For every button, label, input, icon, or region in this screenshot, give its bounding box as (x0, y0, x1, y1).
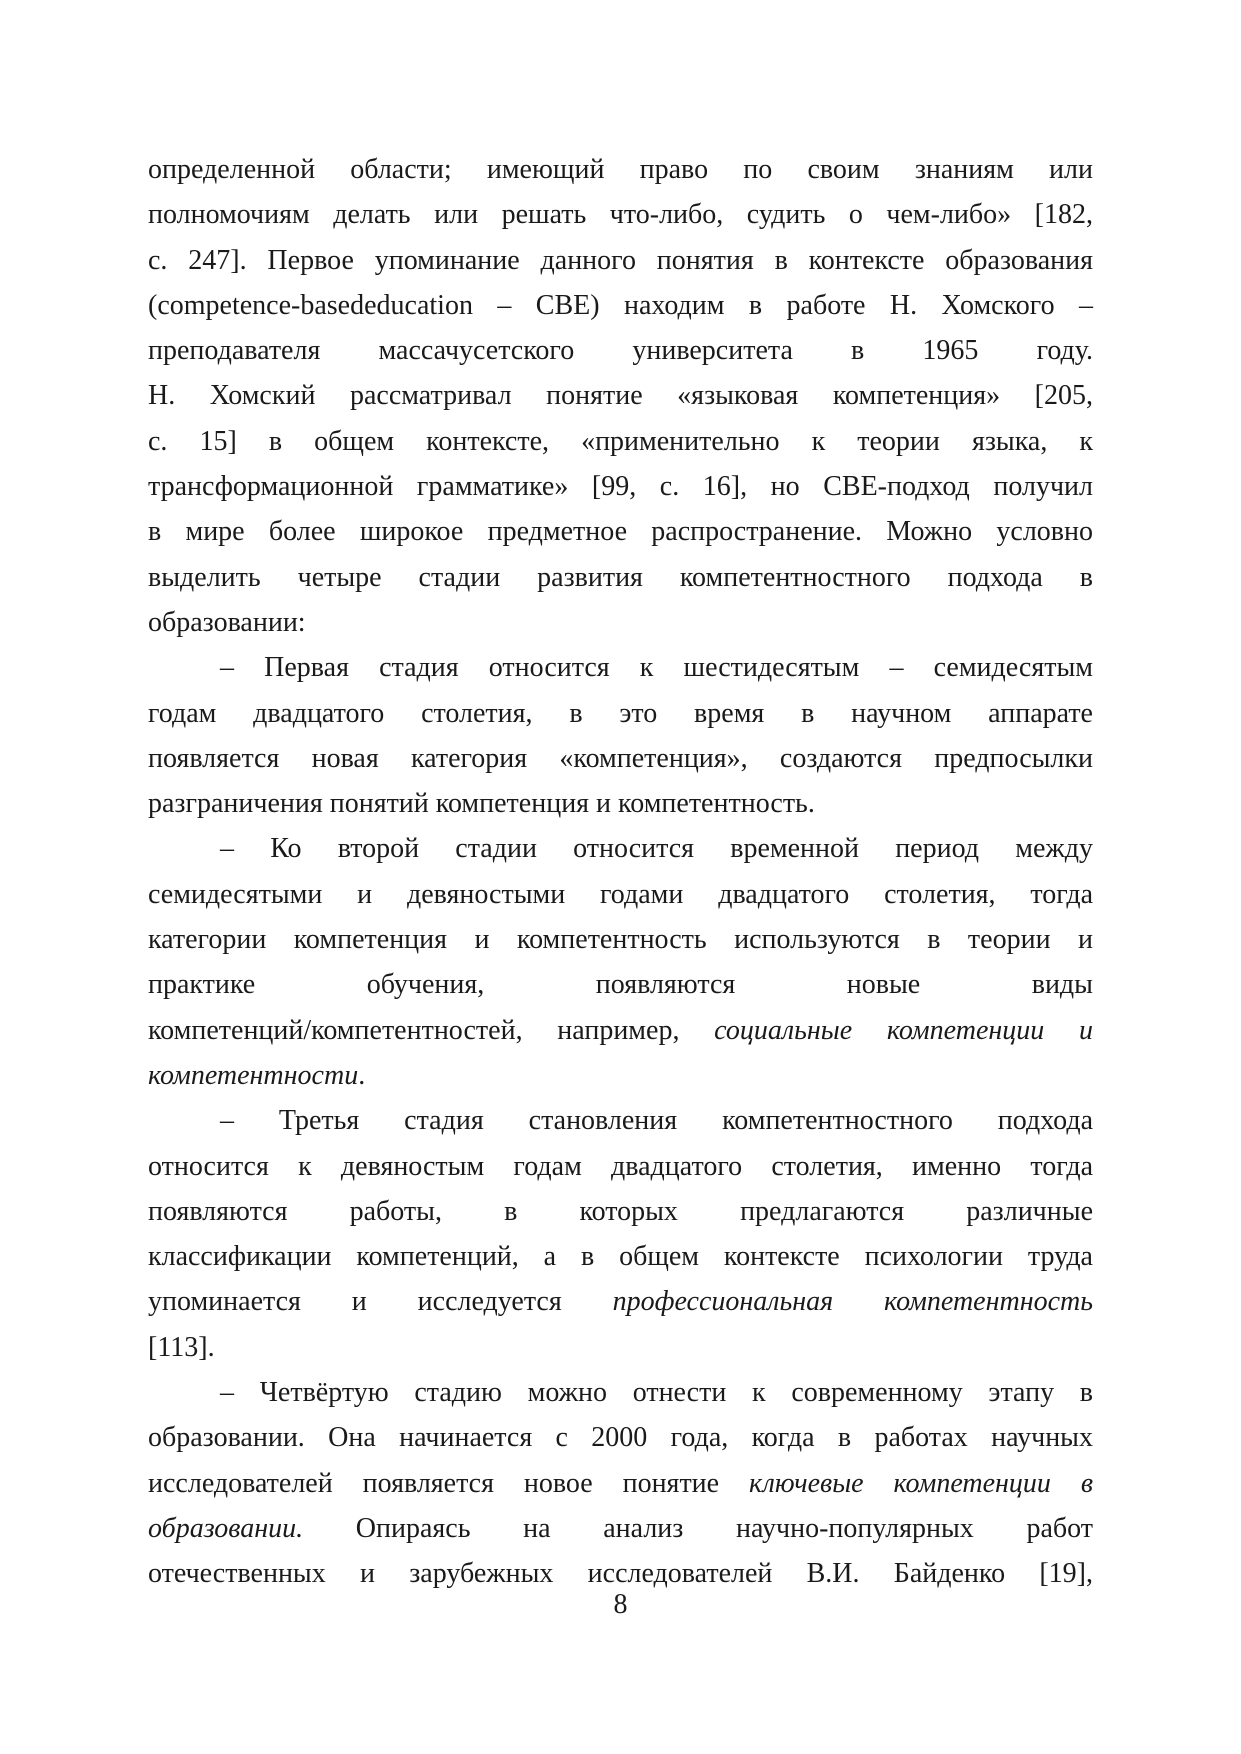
text-run: . (358, 1059, 366, 1091)
text-line: практике обучения, появляются новые виды (148, 969, 1093, 1001)
text-line: с. 247]. Первое упоминание данного понятия в контексте образования (148, 244, 1093, 276)
text-line: семидесятыми и девяностыми годами двадцатого столетия, тогда (148, 878, 1093, 910)
document-body (148, 147, 1093, 1597)
text-run: компетенций/компетентностей, например, (148, 1014, 715, 1046)
paragraph-stage-2 (148, 826, 1093, 1098)
text-line: с. 15] в общем контексте, «применительно к теории языка, к (148, 425, 1093, 457)
text-line: полномочиям делать или решать что-либо, судить о чем-либо» [182, (148, 199, 1093, 231)
text-line: в мире более широкое предметное распространение. Можно условно (148, 516, 1093, 548)
paragraph-stage-3 (148, 1098, 1093, 1370)
italic-term: компетентности (148, 1059, 359, 1091)
text-line: – Первая стадия относится к шестидесятым – семидесятым (220, 652, 1093, 684)
text-line: образовании: (148, 606, 306, 638)
text-line: – Четвёртую стадию можно отнести к современному этапу в (220, 1377, 1093, 1409)
text-line: категории компетенция и компетентность используются в теории и (148, 924, 1093, 956)
text-line: относится к девяностым годам двадцатого столетия, именно тогда (148, 1150, 1093, 1182)
text-line: образовании. Она начинается с 2000 года, когда в работах научных (148, 1422, 1093, 1454)
text-line: трансформационной грамматике» [99, с. 16], но СВЕ-подход получил (148, 471, 1093, 503)
text-line: годам двадцатого столетия, в это время в научном аппарате (148, 697, 1093, 729)
paragraph-1 (148, 147, 1093, 645)
paragraph-stage-1 (148, 645, 1093, 826)
page-number: 8 (613, 1589, 628, 1620)
text-run: упоминается и исследуется (148, 1286, 613, 1318)
text-line: (competence-basededucation – CBE) находим в работе Н. Хомского – (148, 289, 1093, 321)
text-line (148, 1053, 1093, 1098)
text-line (148, 1008, 1093, 1053)
text-line (148, 1461, 1093, 1506)
text-line: – Третья стадия становления компетентностного подхода (220, 1105, 1093, 1137)
paragraph-stage-4 (148, 1370, 1093, 1596)
text-line (148, 1279, 1093, 1324)
italic-term: профессиональная компетентность (612, 1286, 1093, 1318)
italic-term: ключевые компетенции в (749, 1467, 1093, 1499)
text-run: исследователей появляется новое понятие (148, 1467, 750, 1499)
text-line: классификации компетенций, а в общем контексте психологии труда (148, 1241, 1093, 1273)
text-line: Н. Хомский рассматривал понятие «языковая компетенция» [205, (148, 380, 1093, 412)
text-line (148, 1506, 1093, 1551)
italic-term: социальные компетенции и (714, 1014, 1093, 1046)
text-line: появляется новая категория «компетенция», создаются предпосылки (148, 742, 1093, 774)
text-line: преподавателя массачусетского университета в 1965 году. (148, 335, 1093, 367)
text-line: выделить четыре стадии развития компетентностного подхода в (148, 561, 1093, 593)
text-line: разграничения понятий компетенция и компетентность. (148, 788, 815, 820)
italic-term: образовании. (148, 1512, 304, 1544)
text-line: появляются работы, в которых предлагаются различные (148, 1195, 1093, 1227)
text-run: Опираясь на анализ научно-популярных работ (303, 1512, 1093, 1544)
text-line: [113]. (148, 1331, 215, 1363)
text-line: определенной области; имеющий право по своим знаниям или (148, 154, 1093, 185)
text-line: отечественных и зарубежных исследователей В.И. Байденко [19], (148, 1558, 1093, 1590)
text-line: – Ко второй стадии относится временной период между (220, 833, 1093, 865)
